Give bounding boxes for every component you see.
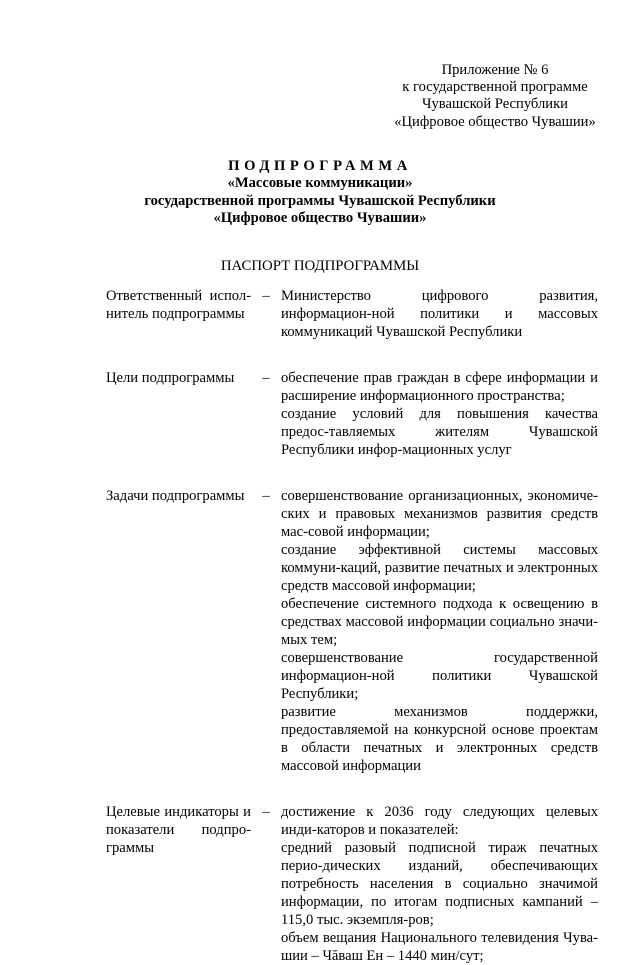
row-value bbox=[281, 487, 598, 775]
passport-table bbox=[106, 287, 598, 965]
row-value-paragraph: создание эффективной системы массовых коммуни-каций, развитие печатных и электронных средств массовой информации; bbox=[281, 542, 598, 594]
appendix-number: Приложение № 6 bbox=[441, 62, 549, 78]
row-label bbox=[106, 803, 251, 857]
heading-subprogram-name: «Массовые коммуникации» bbox=[227, 175, 413, 192]
heading-subprogram-word: ПОДПРОГРАММА bbox=[228, 158, 412, 174]
passport-row-indicators bbox=[106, 803, 598, 965]
row-dash: – bbox=[262, 488, 270, 504]
row-label-line: граммы bbox=[106, 840, 155, 856]
row-value-paragraph: средний разовый подписной тираж печатных перио-дических изданий, обеспечивающих потребность населения в социально значимой информации, по итогам подписных кампаний – 115,0 тыс. экземпля-ров; bbox=[281, 840, 598, 928]
row-value-paragraph: обеспечение системного подхода к освещению в средствах массовой информации социально значи-мых тем; bbox=[281, 596, 598, 648]
passport-title: ПАСПОРТ ПОДПРОГРАММЫ bbox=[220, 258, 420, 274]
row-value bbox=[281, 287, 598, 341]
appendix-republic: Чувашской Республики bbox=[422, 96, 568, 113]
row-label bbox=[106, 287, 251, 323]
row-value-paragraph: совершенствование организационных, экономиче-ских и правовых механизмов развития средств мас-совой информации; bbox=[281, 488, 598, 540]
row-value bbox=[281, 369, 598, 459]
row-label-line: Цели подпрограммы bbox=[106, 370, 235, 386]
row-label-line: Ответственный испол- bbox=[106, 288, 251, 304]
heading-program-ref: государственной программы Чувашской Республики bbox=[144, 192, 496, 209]
passport-row-tasks bbox=[106, 487, 598, 775]
appendix-block bbox=[380, 62, 610, 131]
heading-program-name: «Цифровое общество Чувашии» bbox=[213, 210, 427, 227]
appendix-program-name: «Цифровое общество Чувашии» bbox=[394, 113, 596, 130]
row-value-paragraph: объем вещания Национального телевидения Чува-шии – Чăваш Ен – 1440 мин/сут; bbox=[281, 930, 598, 964]
passport-row-responsible bbox=[106, 287, 598, 341]
row-label-line: нитель подпрограммы bbox=[106, 306, 245, 322]
document-heading bbox=[0, 158, 640, 228]
row-value-paragraph: Министерство цифрового развития, информацион-ной политики и массовых коммуникаций Чувашской Республики bbox=[281, 288, 598, 340]
row-label-line: Задачи подпрограммы bbox=[106, 488, 245, 504]
row-dash: – bbox=[262, 804, 270, 820]
row-value bbox=[281, 803, 598, 965]
row-value-paragraph: совершенствование государственной информацион-ной политики Чувашской Республики; bbox=[281, 650, 598, 702]
row-value-paragraph: создание условий для повышения качества предос-тавляемых жителям Чувашской Республики инфор-мационных услуг bbox=[281, 406, 598, 458]
row-value-paragraph: обеспечение прав граждан в сфере информации и расширение информационного пространства; bbox=[281, 370, 598, 404]
appendix-program-ref: к государственной программе bbox=[402, 79, 588, 96]
passport-row-goals bbox=[106, 369, 598, 459]
row-label bbox=[106, 487, 251, 505]
row-dash: – bbox=[262, 288, 270, 304]
row-value-paragraph: достижение к 2036 году следующих целевых инди-каторов и показателей: bbox=[281, 804, 598, 838]
row-value-paragraph: развитие механизмов поддержки, предоставляемой на конкурсной основе проектам в области печатных и электронных средств массовой информации bbox=[281, 704, 598, 774]
row-label-line: Целевые индикаторы и bbox=[106, 804, 251, 820]
row-label bbox=[106, 369, 251, 387]
row-dash: – bbox=[262, 370, 270, 386]
row-label-line: показатели подпро- bbox=[106, 822, 251, 838]
